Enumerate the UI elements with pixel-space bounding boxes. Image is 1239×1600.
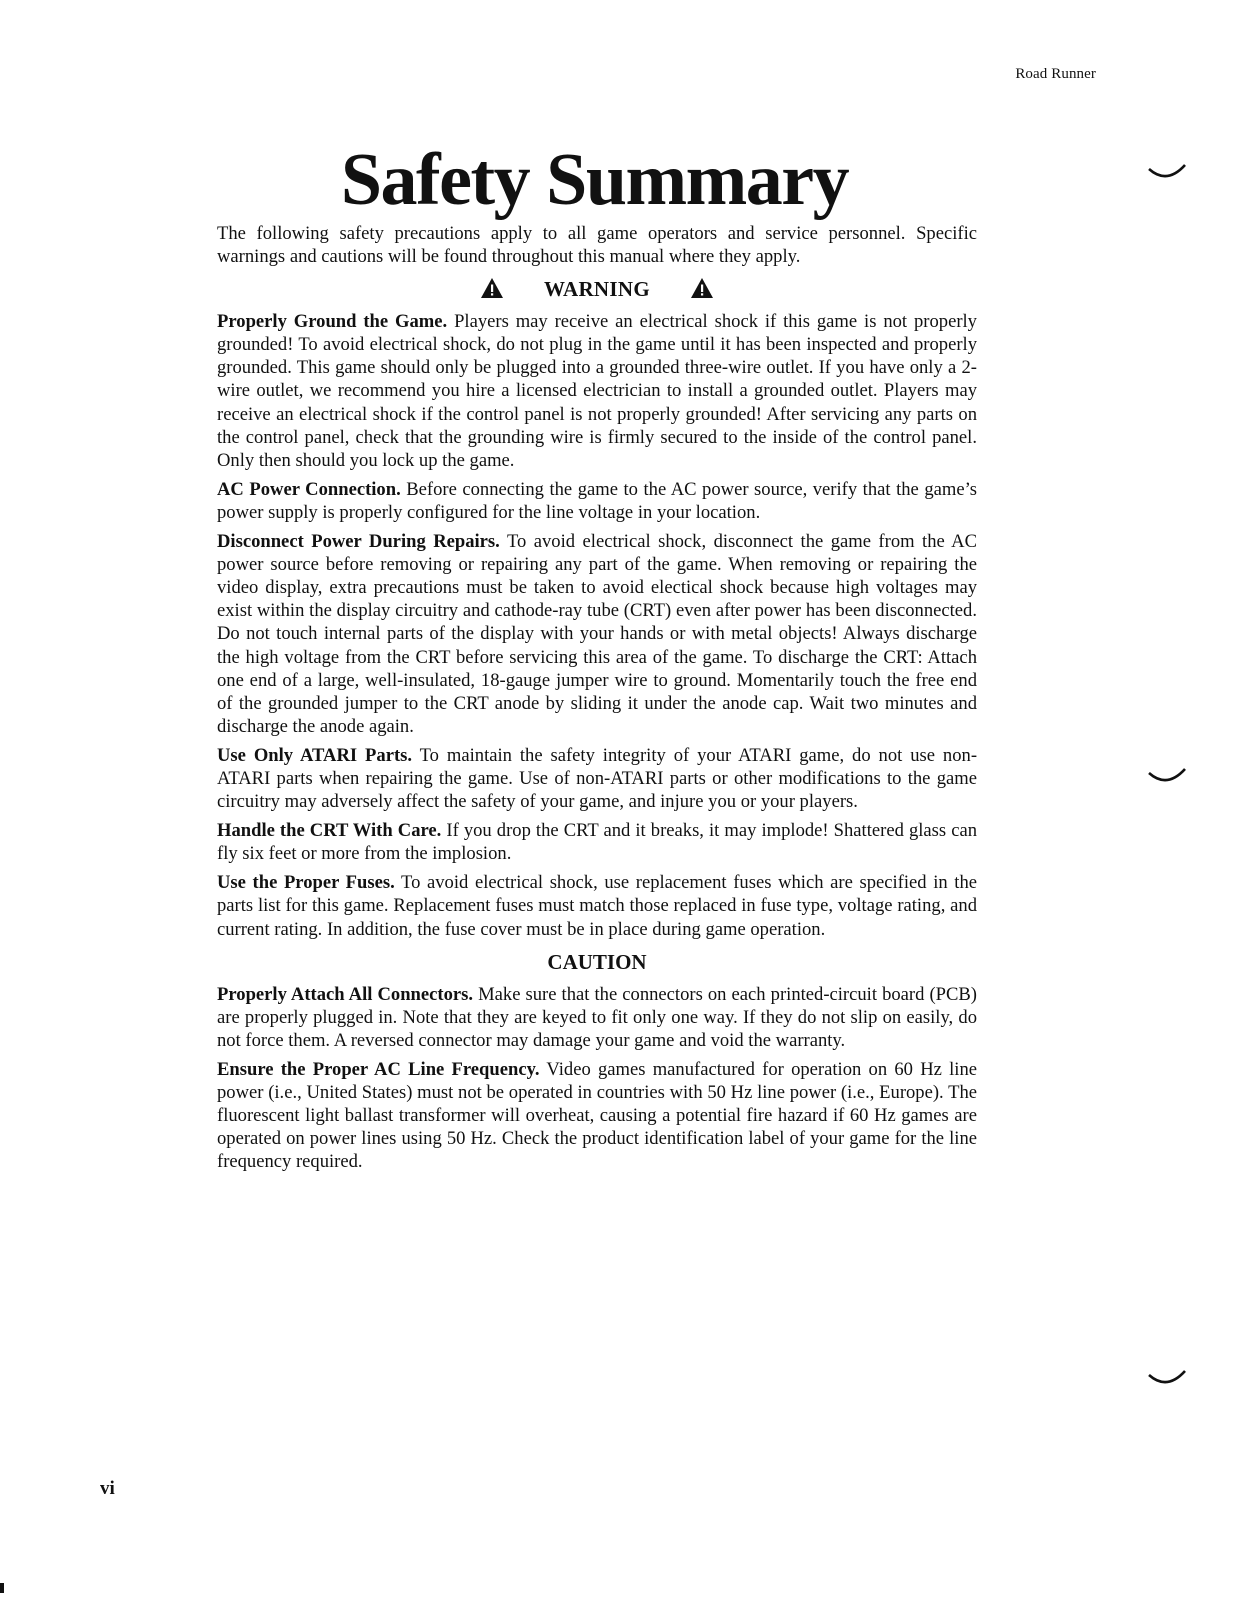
warning-triangle-icon [690,277,714,299]
item-text: Players may receive an electrical shock if this game is not properly grounded! To avoid electrical shock, do not plug in the game until it has been inspected and properly grounded. This game should only be plugged into a grounded three-wire outlet. If you have only a 2-wire outlet, we recommend you hire a licensed electrician to install a grounded outlet. Players may receive an electrical shock if the control panel is not properly grounded! After servicing any parts on the control panel, check that the grounding wire is firmly secured to the inside of the control panel. Only then should you lock up the game. [217,311,977,471]
safety-content [217,222,977,1179]
warning-heading [217,274,977,304]
item-title: Use Only ATARI Parts. [217,744,413,766]
page-title: Safety Summary [340,139,849,221]
item-title: Disconnect Power During Repairs. [217,531,500,553]
binding-hole-mark [1147,1369,1187,1391]
warning-item-ac-power [217,478,977,524]
warning-item-grounding [217,310,977,472]
binding-hole-mark [1147,163,1187,185]
item-text: To avoid electrical shock, disconnect the game from the AC power source before removing or repairing any part of the game. When removing or repairing the video display, extra precautions must be taken to avoid electical shock because high voltages may exist within the display circuitry and cathode-ray tube (CRT) even after power has been disconnected. Do not touch internal parts of the display with your hands or with metal objects! Always discharge the high voltage from the CRT before servicing this area of the game. To discharge the CRT: Attach one end of a large, well-insulated, 18-gauge jumper wire to ground. Momentarily touch the free end of the grounded jumper to the CRT anode by sliding it under the anode cap. Wait two minutes and discharge the anode again. [217,531,978,737]
item-title: Properly Attach All Connectors. [217,983,474,1005]
item-text: Video games manufactured for operation on 60 Hz line power (i.e., United States) must not be operated in countries with 50 Hz line power (i.e., Europe). The fluorescent light ballast transformer will overheat, causing a potential fire hazard if 60 Hz games are operated on power lines using 50 Hz. Check the product identification label of your game for the line frequency required. [217,1058,977,1173]
item-text: If you drop the CRT and it breaks, it may implode! Shattered glass can fly six feet or more from the implosion. [217,820,977,865]
item-text: To maintain the safety integrity of your ATARI game, do not use non-ATARI parts when repairing the game. Use of non-ATARI parts or other modifications to the game circuitry may adversely affect the safety of your game, and injure you or your players. [217,744,978,813]
warning-triangle-icon [480,277,504,299]
item-title: Use the Proper Fuses. [217,872,395,894]
scan-edge-mark [0,1583,4,1593]
caution-item-connectors [217,983,977,1052]
binding-hole-mark [1147,767,1187,789]
item-text: To avoid electrical shock, use replacement fuses which are specified in the parts list for this game. Replacement fuses must match those replaced in fuse type, voltage rating, and current rating. In addition, the fuse cover must be in place during game operation. [217,872,977,940]
item-title: Handle the CRT With Care. [217,820,442,842]
warning-item-fuses [217,871,977,940]
running-header: Road Runner [1015,66,1096,82]
page-number: vi [100,1478,115,1499]
item-text: Make sure that the connectors on each printed-circuit board (PCB) are properly plugged in. Note that they are keyed to fit only one way. If they do not slip on easily, do not force them. A reversed connector may damage your game and void the warranty. [217,983,978,1051]
warning-label: WARNING [544,277,650,302]
item-text: Before connecting the game to the AC power source, verify that the game’s power supply is properly configured for the line voltage in your location. [217,478,977,523]
warning-item-atari-parts [217,744,977,813]
item-title: AC Power Connection. [217,478,401,500]
item-title: Ensure the Proper AC Line Frequency. [217,1058,540,1080]
warning-item-crt-care [217,819,977,865]
caution-heading: CAUTION [547,949,647,974]
caution-item-line-frequency [217,1058,977,1173]
warning-item-disconnect-power [217,530,977,738]
intro-paragraph: The following safety precautions apply to all game operators and service personnel. Specific warnings and cautions will be found throughout this manual where they apply. [217,223,977,268]
item-title: Properly Ground the Game. [217,311,448,333]
